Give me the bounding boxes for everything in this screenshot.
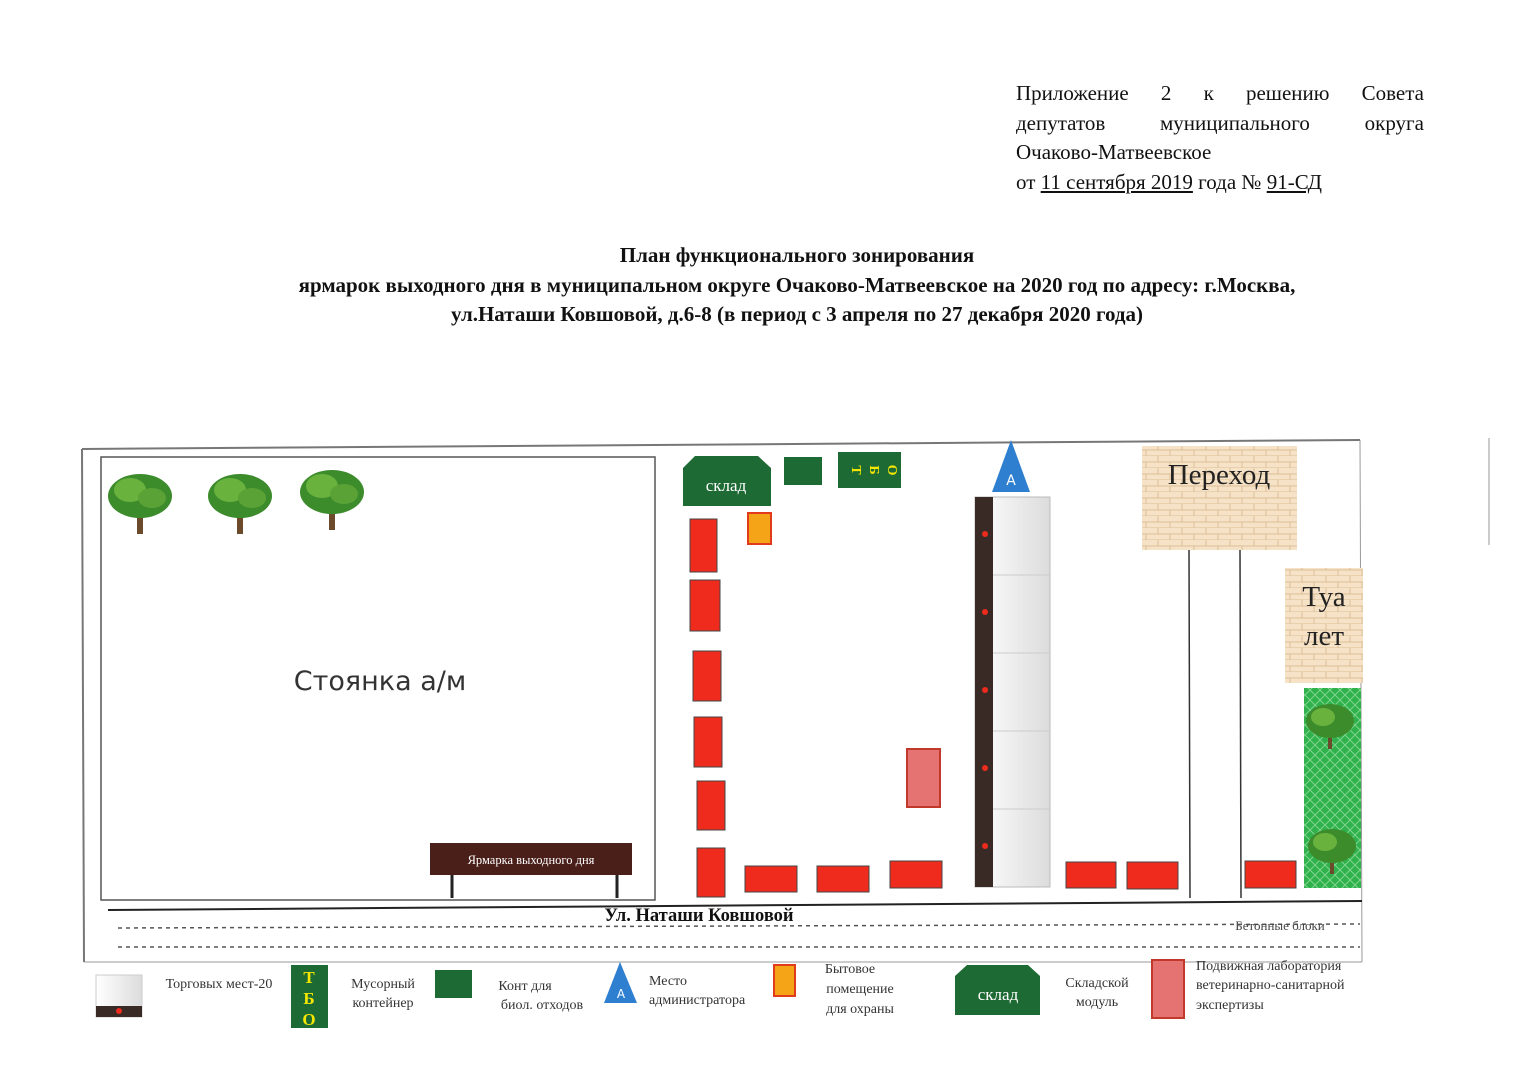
legend-admin-label-1: Место bbox=[649, 974, 687, 989]
legend-trade-places-label: Торговых мест-20 bbox=[165, 977, 273, 992]
tbo-letter: О bbox=[884, 464, 899, 476]
trade-stall bbox=[693, 651, 721, 701]
crossing-path-line bbox=[1240, 550, 1241, 898]
admin-marker-label: А bbox=[1006, 473, 1016, 489]
site-boundary-left bbox=[82, 449, 84, 962]
legend-lab-label-1: Подвижная лаборатория bbox=[1196, 959, 1342, 974]
title-line-1: План функционального зонирования bbox=[619, 243, 975, 267]
legend-lab-swatch bbox=[1152, 960, 1184, 1018]
warehouse-label: склад bbox=[705, 476, 747, 495]
legend-guard-label-3: для охраны bbox=[826, 1002, 894, 1017]
legend-garbage-label-2: контейнер bbox=[352, 996, 414, 1011]
trade-place-marker bbox=[982, 531, 988, 537]
trade-place-marker bbox=[982, 765, 988, 771]
legend bbox=[96, 959, 1345, 1029]
title-line-2: ярмарок выходного дня в муниципальном округе Очаково-Матвеевское на 2020 год по адресу: г.Москва, bbox=[298, 272, 1296, 297]
fair-sign-label: Ярмарка выходного дня bbox=[467, 853, 595, 867]
legend-admin-label-2: администратора bbox=[649, 993, 746, 1008]
legend-guard-label-1: Бытовое bbox=[824, 962, 876, 977]
trade-place-marker bbox=[982, 609, 988, 615]
trade-stall bbox=[697, 781, 725, 830]
trade-stall bbox=[890, 861, 942, 888]
zoning-plan bbox=[0, 430, 1528, 1080]
trade-place-marker bbox=[982, 687, 988, 693]
appendix-line-2: депутатов муниципального округа bbox=[1016, 110, 1424, 135]
legend-storage-label-1: Складской bbox=[1065, 976, 1129, 991]
legend-warehouse-label: склад bbox=[977, 985, 1019, 1004]
legend-lab-label-3: экспертизы bbox=[1196, 998, 1264, 1013]
legend-trade-place-marker bbox=[116, 1008, 122, 1014]
legend-lab-label-2: ветеринарно-санитарной bbox=[1196, 978, 1345, 993]
concrete-blocks-label: Бетонные блоки bbox=[1235, 918, 1325, 933]
toilet-label-line-2: лет bbox=[1303, 620, 1345, 652]
legend-storage-label-2: модуль bbox=[1075, 995, 1119, 1010]
street-label: Ул. Наташи Ковшовой bbox=[604, 906, 794, 926]
mobile-laboratory bbox=[907, 749, 940, 807]
appendix-prefix: от bbox=[1016, 169, 1041, 194]
trade-stall bbox=[1066, 862, 1116, 888]
trade-stall bbox=[690, 519, 717, 572]
appendix-date: 11 сентября 2019 bbox=[1040, 169, 1193, 194]
parking-label: Стоянка а/м bbox=[293, 666, 467, 697]
trade-stall bbox=[697, 848, 725, 897]
title-line-3: ул.Наташи Ковшовой, д.6-8 (в период с 3 апреля по 27 декабря 2020 года) bbox=[450, 302, 1144, 326]
tbo-letter: Т bbox=[848, 465, 863, 475]
trade-stall bbox=[1245, 861, 1296, 888]
appendix-mid: года № bbox=[1192, 169, 1267, 194]
tbo-letter: Б bbox=[866, 465, 881, 475]
trade-place-marker bbox=[982, 843, 988, 849]
appendix-line-4 bbox=[1016, 168, 1424, 198]
legend-bio-label-2: биол. отходов bbox=[500, 998, 584, 1013]
toilet-label-line-1: Туа bbox=[1302, 581, 1346, 613]
legend-guard-label-2: помещение bbox=[826, 982, 894, 997]
trade-stall bbox=[690, 580, 720, 631]
trade-stall bbox=[694, 717, 722, 767]
appendix-number: 91-СД bbox=[1266, 169, 1322, 194]
legend-garbage-label-1: Мусорный bbox=[351, 977, 415, 992]
document-title bbox=[150, 241, 1444, 330]
legend-tbo-letter: О bbox=[302, 1010, 316, 1029]
trade-stall bbox=[1127, 862, 1178, 889]
guard-room bbox=[748, 513, 771, 544]
appendix-line-3: Очаково-Матвеевское bbox=[1016, 140, 1212, 164]
trade-stall bbox=[745, 866, 797, 892]
legend-guard-room-swatch bbox=[774, 965, 795, 996]
stall-column bbox=[690, 519, 725, 897]
garbage-container bbox=[784, 457, 822, 485]
legend-bio-label-1: Конт для bbox=[498, 979, 552, 994]
trade-row bbox=[975, 497, 1050, 887]
appendix-note bbox=[1016, 79, 1424, 197]
crossing-label: Переход bbox=[1167, 459, 1271, 491]
crossing-path-line bbox=[1189, 550, 1190, 898]
legend-bio-container-swatch bbox=[435, 970, 472, 998]
appendix-line-1: Приложение 2 к решению Совета bbox=[1016, 81, 1424, 105]
legend-admin-marker-label: А bbox=[616, 987, 626, 1001]
legend-tbo-letter: Б bbox=[303, 989, 315, 1008]
legend-tbo-letter: Т bbox=[303, 968, 315, 987]
trade-stall bbox=[817, 866, 869, 892]
